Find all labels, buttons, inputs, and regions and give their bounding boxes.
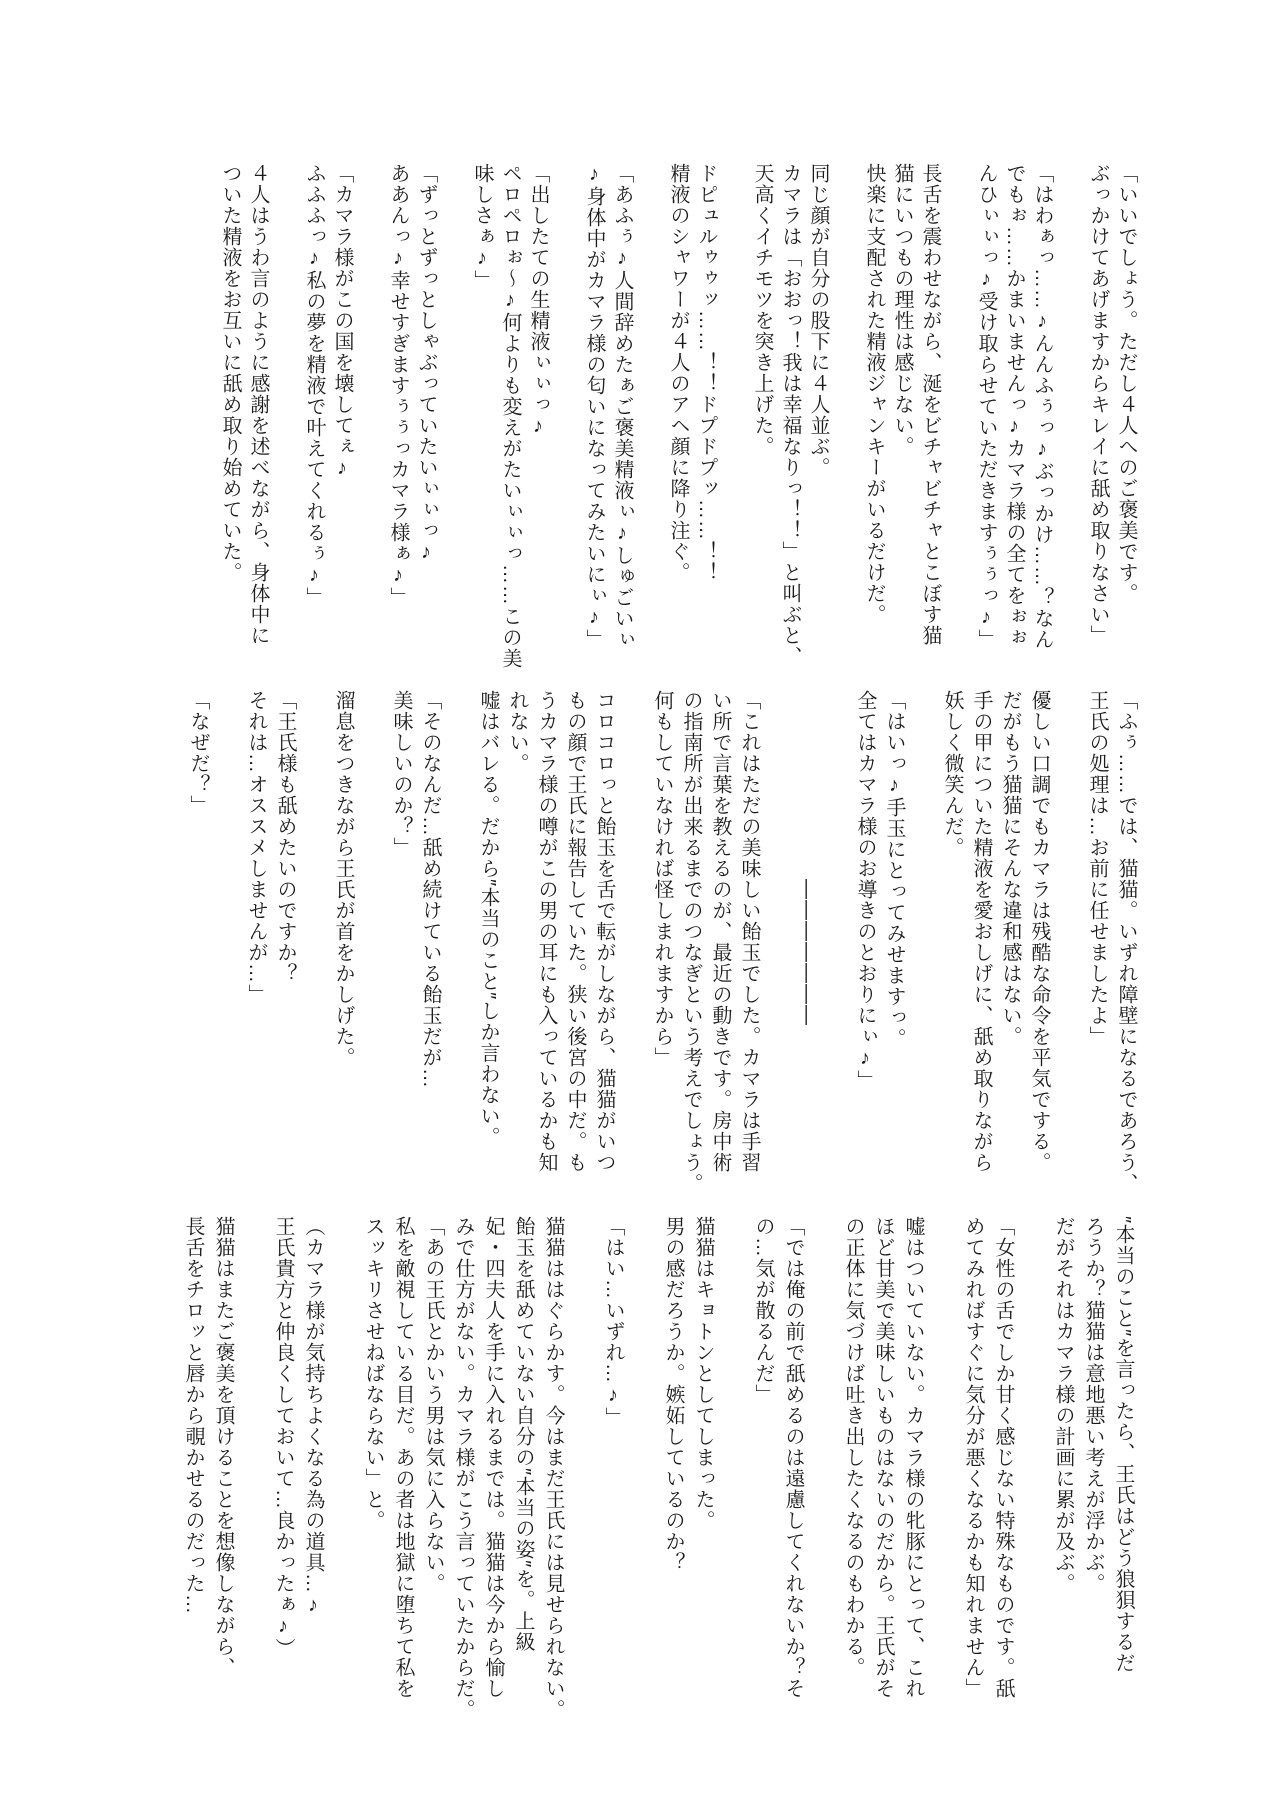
text-column: 嘘はついていない。カマラ様の牝豚にとって、これ: [902, 1216, 924, 1699]
blank-column: [808, 1216, 838, 1726]
blank-column: [552, 163, 580, 673]
text-column: めてみればすぐに気分が悪くなるかも知れません」: [962, 1216, 984, 1699]
text-column: の正体に気づけば吐き出したくなるのもわかる。: [842, 1216, 864, 1678]
blank-column: [944, 163, 972, 673]
blank-column: [1018, 1216, 1048, 1726]
text-column: ぶっかけてあげますからキレイに舐め取りなさい」: [1087, 163, 1109, 646]
text-column: ♪身体中がカマラ様の匂いになってみたいにぃ♪」: [583, 163, 605, 650]
text-column: 「いいでしょう。ただし４人へのご褒美です。: [1115, 163, 1137, 604]
blank-column: [908, 690, 937, 1200]
text-column: 精液のシャワーが４人のアヘ顔に降り注ぐ。: [667, 163, 689, 583]
text-column: 嘘はバレる。だから″本当のこと″しか言わない。: [477, 690, 499, 1148]
blank-column: [272, 163, 300, 673]
text-column: 妃・四夫人を手に入れるまでは。猫猫は今から愉し: [482, 1216, 504, 1699]
text-column: みで仕方がない。カマラ様がこう言っていたからだ。: [452, 1216, 474, 1720]
blank-column: [328, 1216, 358, 1726]
text-column: 飴玉を舐めていない自分の″本当の姿″を。上級: [512, 1216, 534, 1653]
text-column: 「はわぁっ……♪んんふぅっ♪ぶっかけ……？なん: [1031, 163, 1053, 650]
blank-column: [618, 690, 647, 1200]
text-column: 「王氏様も舐めたいのですか？: [274, 690, 296, 984]
text-column: 長舌を震わせながら、涎をビチャビチャとこぼす猫: [919, 163, 941, 646]
text-column: ろうか？猫猫は意地悪い考えが浮かぶ。: [1082, 1216, 1104, 1594]
text-column: それは…オススメしませんが…」: [245, 690, 267, 1005]
text-column: 「これはただの美味しい飴玉でした。カマラは手習: [738, 690, 760, 1173]
text-column: 猫にいつもの理性は感じない。: [891, 163, 913, 457]
text-column: 「あふぅ♪人間辞めたぁご褒美精液ぃ♪しゅごいぃ: [611, 163, 633, 650]
blank-column: [299, 690, 328, 1200]
blank-column: [568, 1216, 598, 1726]
blank-column: [821, 690, 850, 1200]
text-column: だがもう猫猫にそんな違和感はない。: [999, 690, 1021, 1047]
text-column: ―――――――: [796, 690, 818, 1026]
text-column: の…気が散るんだ」: [752, 1216, 774, 1405]
text-column: 長舌をチロッと唇から覗かせるのだった…: [182, 1216, 204, 1615]
text-block-top: [216, 163, 1140, 673]
text-column: ああんっ♪幸せすぎますぅぅっカマラ様ぁ♪」: [387, 163, 409, 608]
text-column: 同じ顔が自分の股下に４人並ぶ。: [807, 163, 829, 478]
text-column: 王氏貴方と仲良くしておいて…良かったぁ♪）: [272, 1216, 294, 1659]
blank-column: [357, 690, 386, 1200]
text-column: カマラは「おおっ！我は幸福なりっ！！」と叫ぶと、: [779, 163, 801, 667]
text-column: 「では俺の前で舐めるのは遠慮してくれないか？そ: [782, 1216, 804, 1699]
text-column: 「カマラ様がこの国を壊してぇ♪: [331, 163, 353, 480]
text-column: ついた精液をお互いに舐め取り始めていた。: [219, 163, 241, 583]
text-column: 妖しく微笑んだ。: [941, 690, 963, 858]
text-column: んひぃぃっ♪受け取らせていただきますぅぅっ♪」: [975, 163, 997, 650]
text-column: ４人はうわ言のように感謝を述べながら、身体中に: [247, 163, 269, 646]
text-block-middle: [183, 690, 1140, 1200]
text-column: い所で言葉を教えるのが、最近の動きです。房中術: [709, 690, 731, 1173]
text-column: 男の感だろうか。嫉妬しているのか？: [662, 1216, 684, 1573]
text-column: ドピュルゥゥッ……！！ドプドプッ……！！: [695, 163, 717, 583]
text-column: （カマラ様が気持ちよくなる為の道具…♪: [302, 1216, 324, 1617]
text-column: 「はい…いずれ…♪」: [602, 1216, 624, 1428]
blank-column: [1056, 163, 1084, 673]
blank-column: [718, 1216, 748, 1726]
text-column: 猫猫はキョトンとしてしまった。: [692, 1216, 714, 1531]
text-column: 天高くイチモツを突き上げた。: [751, 163, 773, 457]
text-column: ほど甘美で美味しいものはないのだから。王氏がそ: [872, 1216, 894, 1699]
text-column: 猫猫はまたご褒美を頂けることを想像しながら、: [212, 1216, 234, 1678]
text-column: 猫猫ははぐらかす。今はまだ王氏には見せられない。: [542, 1216, 564, 1720]
blank-column: [720, 163, 748, 673]
text-column: 王氏の処理は…お前に任せましたよ」: [1086, 690, 1108, 1047]
text-column: 「ふぅ……では、猫猫。いずれ障壁になるであろう、: [1115, 690, 1137, 1194]
text-column: だがそれはカマラ様の計画に累が及ぶ。: [1052, 1216, 1074, 1594]
text-column: 何もしていなければ怪しまれますから」: [651, 690, 673, 1068]
text-column: 私を敵視している目だ。あの者は地獄に堕ちて私を: [392, 1216, 414, 1699]
text-column: ふふふっ♪私の夢を精液で叶えてくれるぅ♪」: [303, 163, 325, 608]
blank-column: [212, 690, 241, 1200]
blank-column: [763, 690, 792, 1200]
text-column: 「あの王氏とかいう男は気に入らない。: [422, 1216, 444, 1594]
text-column: コロコロっと飴玉を舌で転がしながら、猫猫がいつ: [593, 690, 615, 1173]
text-column: 手の甲についた精液を愛おしげに、舐め取りながら: [970, 690, 992, 1173]
text-column: の指南所が出来るまでのつなぎという考えでしょう。: [680, 690, 702, 1194]
text-column: 「そのなんだ…舐め続けている飴玉だが…: [419, 690, 441, 1089]
text-column: 快楽に支配された精液ジャンキーがいるだけだ。: [863, 163, 885, 625]
text-column: 「ずっとずっとしゃぶっていたいぃぃっ♪: [415, 163, 437, 564]
text-column: 優しい口調でもカマラは残酷な命令を平気でする。: [1028, 690, 1050, 1173]
text-column: もの顔で王氏に報告していた。狭い後宮の中だ。も: [564, 690, 586, 1173]
blank-column: [440, 163, 468, 673]
blank-column: [628, 1216, 658, 1726]
text-column: 「出したての生精液ぃぃっ♪: [527, 163, 549, 438]
blank-column: [444, 690, 473, 1200]
blank-column: [1053, 690, 1082, 1200]
text-column: 味しさぁ♪」: [471, 163, 493, 291]
text-column: 「女性の舌でしか甘く感じない特殊なものです。舐: [992, 1216, 1014, 1699]
blank-column: [238, 1216, 268, 1726]
text-block-bottom: [178, 1216, 1138, 1726]
blank-column: [356, 163, 384, 673]
text-column: 「なぜだ？」: [187, 690, 209, 816]
text-column: うカマラ様の噂がこの男の耳にも入っているかも知: [535, 690, 557, 1173]
text-column: れない。: [506, 690, 528, 774]
blank-column: [928, 1216, 958, 1726]
text-column: スッキリさせねばならない」と。: [362, 1216, 384, 1531]
text-column: 美味しいのか？」: [390, 690, 412, 858]
text-column: 「はいっ♪手玉にとってみせますっ。: [883, 690, 905, 1049]
text-column: ペロペロぉ〜♪何よりも変えがたいぃぃっ……この美: [499, 163, 521, 669]
text-column: 全てはカマラ様のお導きのとおりにぃ♪」: [854, 690, 876, 1091]
blank-column: [636, 163, 664, 673]
text-column: でもぉ……かまいませんっ♪カマラ様の全てをぉぉ: [1003, 163, 1025, 648]
text-column: 溜息をつきながら王氏が首をかしげた。: [332, 690, 354, 1068]
text-column: ″本当のこと″を言ったら、王氏はどう狼狽するだ: [1112, 1216, 1134, 1674]
blank-column: [832, 163, 860, 673]
